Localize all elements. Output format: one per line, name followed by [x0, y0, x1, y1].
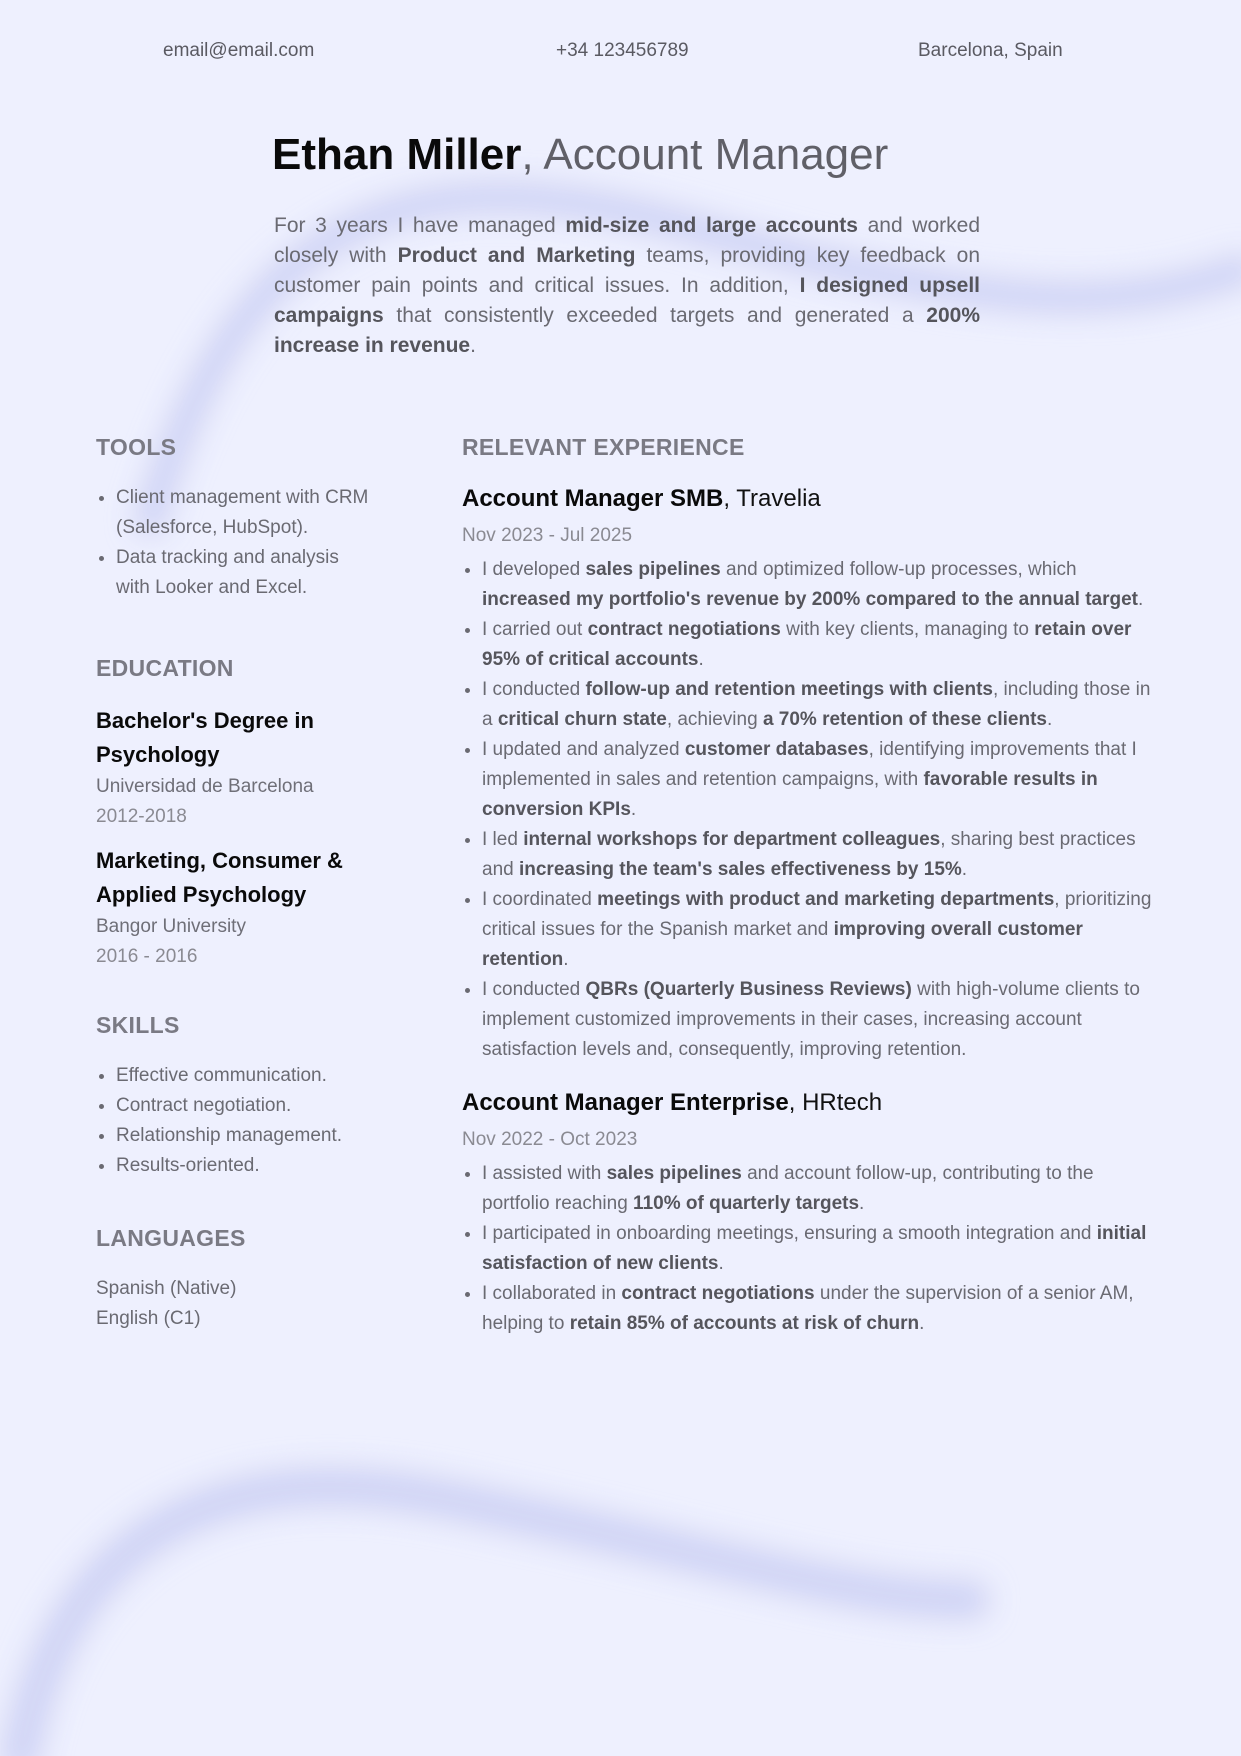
candidate-role: Account Manager	[543, 130, 889, 179]
section-heading: EDUCATION	[96, 655, 234, 681]
language-item: Spanish (Native)	[96, 1278, 237, 1299]
text: .	[859, 1193, 865, 1214]
bold-text: customer databases	[684, 739, 869, 760]
bullet-item	[482, 1159, 1152, 1219]
text: , achieving	[666, 709, 763, 730]
education-entry	[96, 704, 376, 832]
bold-text: improving overall customer retention	[482, 919, 1083, 970]
section-heading: RELEVANT EXPERIENCE	[462, 434, 745, 460]
text: that consistently exceeded targets and generated a	[383, 304, 927, 327]
text: .	[961, 859, 968, 880]
text: .	[470, 334, 476, 357]
bullet-item	[482, 825, 1152, 885]
text: For 3 years I have managed	[274, 214, 566, 237]
list-item: • Results-oriented.	[116, 1151, 376, 1181]
bullet-item	[482, 885, 1152, 975]
bold-text: initial satisfaction of new clients	[482, 1223, 1147, 1274]
job-bullets	[462, 555, 1152, 1065]
job-bullets	[462, 1159, 1152, 1339]
job-dates: Nov 2022 - Oct 2023	[462, 1129, 638, 1150]
summary	[274, 211, 980, 361]
text: .	[630, 799, 637, 820]
skills-list	[96, 1061, 376, 1181]
text: I updated and analyzed	[482, 739, 685, 760]
text: I conducted	[482, 979, 586, 1000]
title-separator: ,	[521, 130, 544, 179]
degree: Bachelor's Degree in Psychology	[96, 708, 314, 767]
language-item: English (C1)	[96, 1308, 201, 1329]
text: with key clients, managing to	[780, 619, 1035, 640]
text: teams, providing key feedback on customer pain points and critical issues. In addition,	[274, 244, 980, 297]
bold-text: retain 85% of accounts at risk of churn	[569, 1313, 920, 1334]
section-heading: LANGUAGES	[96, 1225, 246, 1251]
bullet-item	[482, 615, 1152, 675]
text: .	[919, 1313, 925, 1334]
bullet-item	[482, 1279, 1152, 1339]
text: I coordinated	[482, 889, 598, 910]
bullet-item	[482, 675, 1152, 735]
text: I developed	[482, 559, 586, 580]
school: Bangor University	[96, 916, 246, 937]
degree: Marketing, Consumer & Applied Psychology	[96, 848, 343, 907]
text: , identifying improvements that I implemented in sales and retention campaigns, with	[482, 739, 1137, 790]
bold-text: meetings with product and marketing departments	[597, 889, 1055, 910]
contact-email[interactable]: email@email.com	[163, 40, 315, 61]
text: I assisted with	[482, 1163, 607, 1184]
education-section	[96, 655, 376, 972]
bold-text: QBRs (Quarterly Business Reviews)	[585, 979, 912, 1000]
list-item: • Client management with CRM (Salesforce, HubSpot).	[116, 483, 376, 543]
text: .	[1137, 589, 1144, 610]
tools-list	[96, 483, 376, 603]
job-entry	[462, 485, 1152, 1065]
bold-text: 200% increase in revenue	[274, 304, 980, 357]
left-column	[96, 434, 376, 1386]
text: .	[718, 1253, 724, 1274]
bold-text: I designed upsell campaigns	[274, 274, 980, 327]
candidate-name: Ethan Miller	[272, 130, 522, 179]
text: I conducted	[482, 679, 586, 700]
contact-phone[interactable]: +34 123456789	[556, 40, 689, 61]
dates: 2012-2018	[96, 806, 187, 827]
job-title	[462, 1089, 1152, 1117]
job-title	[462, 485, 1152, 513]
bold-text: increasing the team's sales effectiveness by 15%	[518, 859, 962, 880]
job-position: Account Manager SMB	[462, 485, 724, 512]
skills-section	[96, 1012, 376, 1181]
bold-text: contract negotiations	[587, 619, 781, 640]
section-heading: SKILLS	[96, 1012, 180, 1038]
list-item: • Effective communication.	[116, 1061, 376, 1091]
experience-section	[462, 434, 1152, 1361]
bold-text: Product and Marketing	[397, 244, 636, 267]
bullet-item	[482, 975, 1152, 1065]
bold-text: 110% of quarterly targets	[633, 1193, 860, 1214]
bold-text: increased my portfolio's revenue by 200% compared to the annual target	[482, 589, 1138, 610]
text: .	[563, 949, 569, 970]
contact-location: Barcelona, Spain	[918, 40, 1063, 61]
list-item: • Relationship management.	[116, 1121, 376, 1151]
text: I collaborated in	[482, 1283, 622, 1304]
bold-text: internal workshops for department colleagues	[523, 829, 941, 850]
list-item: • Data tracking and analysis with Looker and Excel.	[116, 543, 376, 603]
bold-text: sales pipelines	[585, 559, 721, 580]
school: Universidad de Barcelona	[96, 776, 314, 797]
bold-text: critical churn state	[497, 709, 667, 730]
dates: 2016 - 2016	[96, 946, 198, 967]
text: with high-volume clients to implement customized improvements in their cases, increasing account satisfaction levels and, consequently, improving retention.	[482, 979, 1140, 1060]
bold-text: contract negotiations	[621, 1283, 815, 1304]
text: I participated in onboarding meetings, ensuring a smooth integration and	[482, 1223, 1097, 1244]
bold-text: a 70% retention of these clients	[762, 709, 1047, 730]
text: .	[698, 649, 704, 670]
bold-text: favorable results in conversion KPIs	[482, 769, 1098, 820]
page-title	[272, 130, 888, 180]
text: under the supervision of a senior AM, helping to	[482, 1283, 1134, 1334]
bold-text: sales pipelines	[606, 1163, 742, 1184]
job-company: , Travelia	[723, 485, 821, 512]
text: , including those in a	[482, 679, 1151, 730]
languages-section	[96, 1225, 376, 1334]
text: and optimized follow-up processes, which	[720, 559, 1077, 580]
text: .	[1046, 709, 1053, 730]
bold-text: mid-size and large accounts	[565, 214, 858, 237]
education-entry	[96, 844, 376, 972]
bullet-item	[482, 1219, 1152, 1279]
bold-text: follow-up and retention meetings with clients	[585, 679, 993, 700]
text: , prioritizing critical issues for the Spanish market and	[482, 889, 1152, 940]
tools-section	[96, 434, 376, 603]
bold-text: retain over 95% of critical accounts	[482, 619, 1132, 670]
text: , sharing best practices and	[482, 829, 1136, 880]
text: and worked closely with	[274, 214, 980, 267]
bullet-item	[482, 735, 1152, 825]
section-heading: TOOLS	[96, 434, 177, 460]
job-company: , HRtech	[788, 1089, 883, 1116]
text: I led	[482, 829, 524, 850]
text: and account follow-up, contributing to the portfolio reaching	[482, 1163, 1094, 1214]
bullet-item	[482, 555, 1152, 615]
job-dates: Nov 2023 - Jul 2025	[462, 525, 633, 546]
text: I carried out	[482, 619, 588, 640]
list-item: • Contract negotiation.	[116, 1091, 376, 1121]
job-entry	[462, 1089, 1152, 1339]
job-position: Account Manager Enterprise	[462, 1089, 789, 1116]
